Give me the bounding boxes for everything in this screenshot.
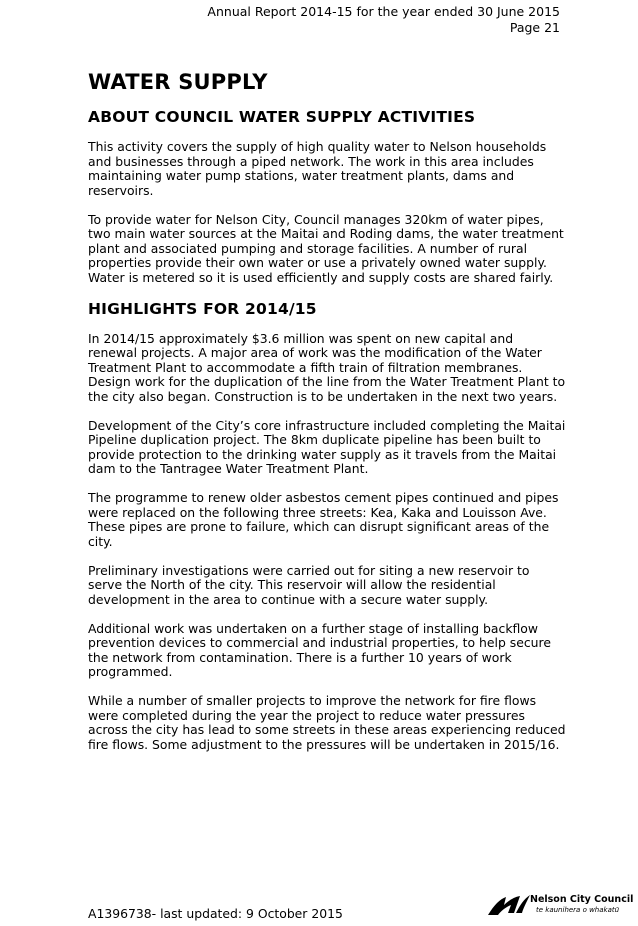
paragraph: Preliminary investigations were carried out for siting a new reservoir to serve the North of the city. This reservoir will allow the residential development in the area to continue with a secure water supply. [88,562,530,607]
council-logo [486,893,634,919]
paragraph: This activity covers the supply of high quality water to Nelson households and businesses through a piped network. The work in this area includes maintaining water pump stations, water treatment plants, dams and reservoirs. [88,139,547,198]
section-heading-highlights: HIGHLIGHTS FOR 2014/15 [88,299,317,318]
page-number: Page 21 [509,20,560,35]
page-header [207,4,560,36]
page-content [88,70,566,767]
paragraph: To provide water for Nelson City, Council manages 320km of water pipes, two main water sources at the Maitai and Roding dams, the water treatment plant and associated pumping and storage facilities. A number of rural properties provide their own water or use a privately owned water supply. Water is metered so it is used efficiently and supply costs are shared fairly. [88,211,564,285]
section-heading-about: ABOUT COUNCIL WATER SUPPLY ACTIVITIES [88,108,476,126]
paragraph: The programme to renew older asbestos cement pipes continued and pipes were replaced on the following three streets: Kea, Kaka and Louisson Ave. These pipes are prone to failure, which can disrupt significant areas of the city. [88,490,559,549]
logo-name: Nelson City Council [530,894,634,905]
council-logo-mark-icon [486,893,532,919]
paragraph: In 2014/15 approximately $3.6 million was spent on new capital and renewal projects. A major area of work was the modification of the Water Treatment Plant to accommodate a fifth train of filtration membranes. Design work for the duplication of the line from the Water Treatment Plant to the city also began. Construction is to be undertaken in the next two years. [88,330,566,404]
page-title: WATER SUPPLY [88,70,268,94]
logo-tagline: te kaunihera o whakatū [536,906,620,914]
paragraph: While a number of smaller projects to improve the network for fire flows were completed during the year the project to reduce water pressures across the city has lead to some streets in these areas experiencing reduced fire flows. Some adjustment to the pressures will be undertaken in 2015/16. [88,693,566,752]
paragraph: Development of the City’s core infrastructure included completing the Maitai Pipeline duplication project. The 8km duplicate pipeline has been built to provide protection to the drinking water supply as it travels from the Maitai dam to the Tantragee Water Treatment Plant. [88,417,566,476]
report-title: Annual Report 2014-15 for the year ended 30 June 2015 [207,4,560,19]
paragraph: Additional work was undertaken on a further stage of installing backflow prevention devices to commercial and industrial properties, to help secure the network from contamination. There is a further 10 years of work programmed. [88,620,551,679]
document-reference: A1396738- last updated: 9 October 2015 [88,906,343,921]
